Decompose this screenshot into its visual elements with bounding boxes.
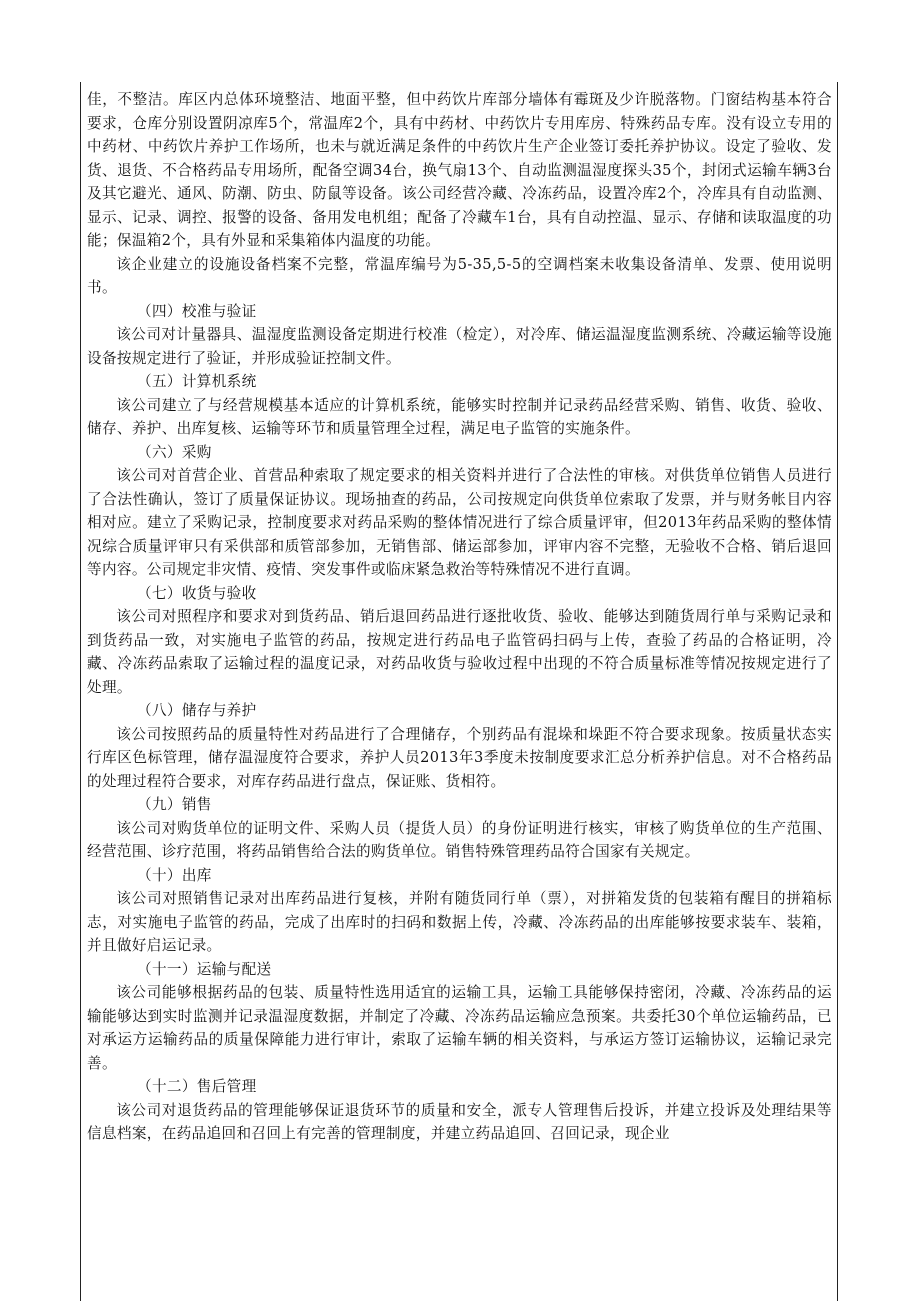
receiving-paragraph: 该公司对照程序和要求对到货药品、销后退回药品进行逐批收货、验收、能够达到随货周行单与采购记录和到货药品一致，对实施电子监管的药品，按规定进行药品电子监管码扫码与上传，查验了药品的合格证明，冷藏、冷冻药品索取了运输过程的温度记录，对药品收货与验收过程中出现的不符合质量标准等情况按规定进行了处理。 xyxy=(87,608,832,696)
procurement-paragraph: 该公司对首营企业、首营品种索取了规定要求的相关资料并进行了合法性的审核。对供货单位销售人员进行了合法性确认，签订了质量保证协议。现场抽查的药品，公司按规定向供货单位索取了发票，并与财务帐目内容相对应。建立了采购记录，控制度要求对药品采购的整体情况进行了综合质量评审，但2013年药品采购的整体情况综合质量评审只有采供部和质管部参加，无销售部、储运部参加，评审内容不完整，无验收不合格、销后退回等内容。公司规定非灾情、疫情、突发事件或临床紧急救治等特殊情况不进行直调。 xyxy=(87,467,832,578)
section-heading-calibration: （四）校准与验证 xyxy=(137,302,257,320)
outbound-paragraph: 该公司对照销售记录对出库药品进行复核，并附有随货同行单（票），对拼箱发货的包装箱有醒目的拼箱标志，对实施电子监管的药品，完成了出库时的扫码和数据上传，冷藏、冷冻药品的出库能够按要求装车、装箱，并且做好启运记录。 xyxy=(87,890,832,954)
section-heading-after-sales: （十二）售后管理 xyxy=(137,1078,257,1095)
section-heading-outbound: （十）出库 xyxy=(137,866,212,884)
computer-system-paragraph: 该公司建立了与经营规模基本适应的计算机系统，能够实时控制并记录药品经营采购、销售、收货、验收、储存、养护、出库复核、运输等环节和质量管理全过程，满足电子监管的实施条件。 xyxy=(87,396,832,437)
section-heading-computer-system: （五）计算机系统 xyxy=(137,373,257,390)
section-heading-procurement: （六）采购 xyxy=(137,443,212,461)
section-heading-receiving: （七）收货与验收 xyxy=(137,584,257,602)
facilities-paragraph: 佳，不整洁。库区内总体环境整洁、地面平整，但中药饮片库部分墙体有霉斑及少许脱落物。门窗结构基本符合要求，仓库分别设置阴凉库5个，常温库2个，具有中药材、中药饮片专用库房、特殊药品专库。没有设立专用的中药材、中药饮片养护工作场所，也未与就近满足条件的中药饮片生产企业签订委托养护协议。设定了验收、发货、退货、不合格药品专用场所，配备空调34台，换气扇13个、自动监测温湿度探头35个，封闭式运输车辆3台及其它避光、通风、防潮、防虫、防鼠等设备。该公司经营冷藏、冷冻药品，设置冷库2个，冷库具有自动监测、显示、记录、调控、报警的设备、备用发电机组；配备了冷藏车1台，具有自动控温、显示、存储和读取温度的功能；保温箱2个，具有外显和采集箱体内温度的功能。 xyxy=(87,91,832,249)
section-heading-sales: （九）销售 xyxy=(137,796,212,813)
section-heading-transport: （十一）运输与配送 xyxy=(137,960,272,978)
section-heading-storage: （八）储存与养护 xyxy=(137,702,257,719)
sales-paragraph: 该公司对购货单位的证明文件、采购人员（提货人员）的身份证明进行核实，审核了购货单位的生产范围、经营范围、诊疗范围，将药品销售给合法的购货单位。销售特殊管理药品符合国家有关规定。 xyxy=(87,819,832,860)
after-sales-paragraph: 该公司对退货药品的管理能够保证退货环节的质量和安全，派专人管理售后投诉，并建立投诉及处理结果等信息档案，在药品追回和召回上有完善的管理制度，并建立药品追回、召回记录，现企业 xyxy=(87,1101,832,1142)
transport-paragraph: 该公司能够根据药品的包装、质量特性选用适宜的运输工具，运输工具能够保持密闭，冷藏、冷冻药品的运输能够达到实时监测并记录温湿度数据，并制定了冷藏、冷冻药品运输应急预案。共委托30个单位运输药品，已对承运方运输药品的质量保障能力进行审计，索取了运输车辆的相关资料，与承运方签订运输协议，运输记录完善。 xyxy=(87,984,832,1072)
equipment-archive-paragraph: 该企业建立的设施设备档案不完整，常温库编号为5-35,5-5的空调档案未收集设备清单、发票、使用说明书。 xyxy=(87,255,832,296)
storage-paragraph: 该公司按照药品的质量特性对药品进行了合理储存，个别药品有混垛和垛距不符合要求现象。按质量状态实行库区色标管理，储存温湿度符合要求，养护人员2013年3季度未按制度要求汇总分析养护信息。对不合格药品的处理过程符合要求，对库存药品进行盘点，保证账、货相符。 xyxy=(87,725,832,790)
calibration-paragraph: 该公司对计量器具、温湿度监测设备定期进行校准（检定），对冷库、储运温湿度监测系统、冷藏运输等设施设备按规定进行了验证，并形成验证控制文件。 xyxy=(87,326,832,367)
report-table-cell xyxy=(80,82,838,1301)
